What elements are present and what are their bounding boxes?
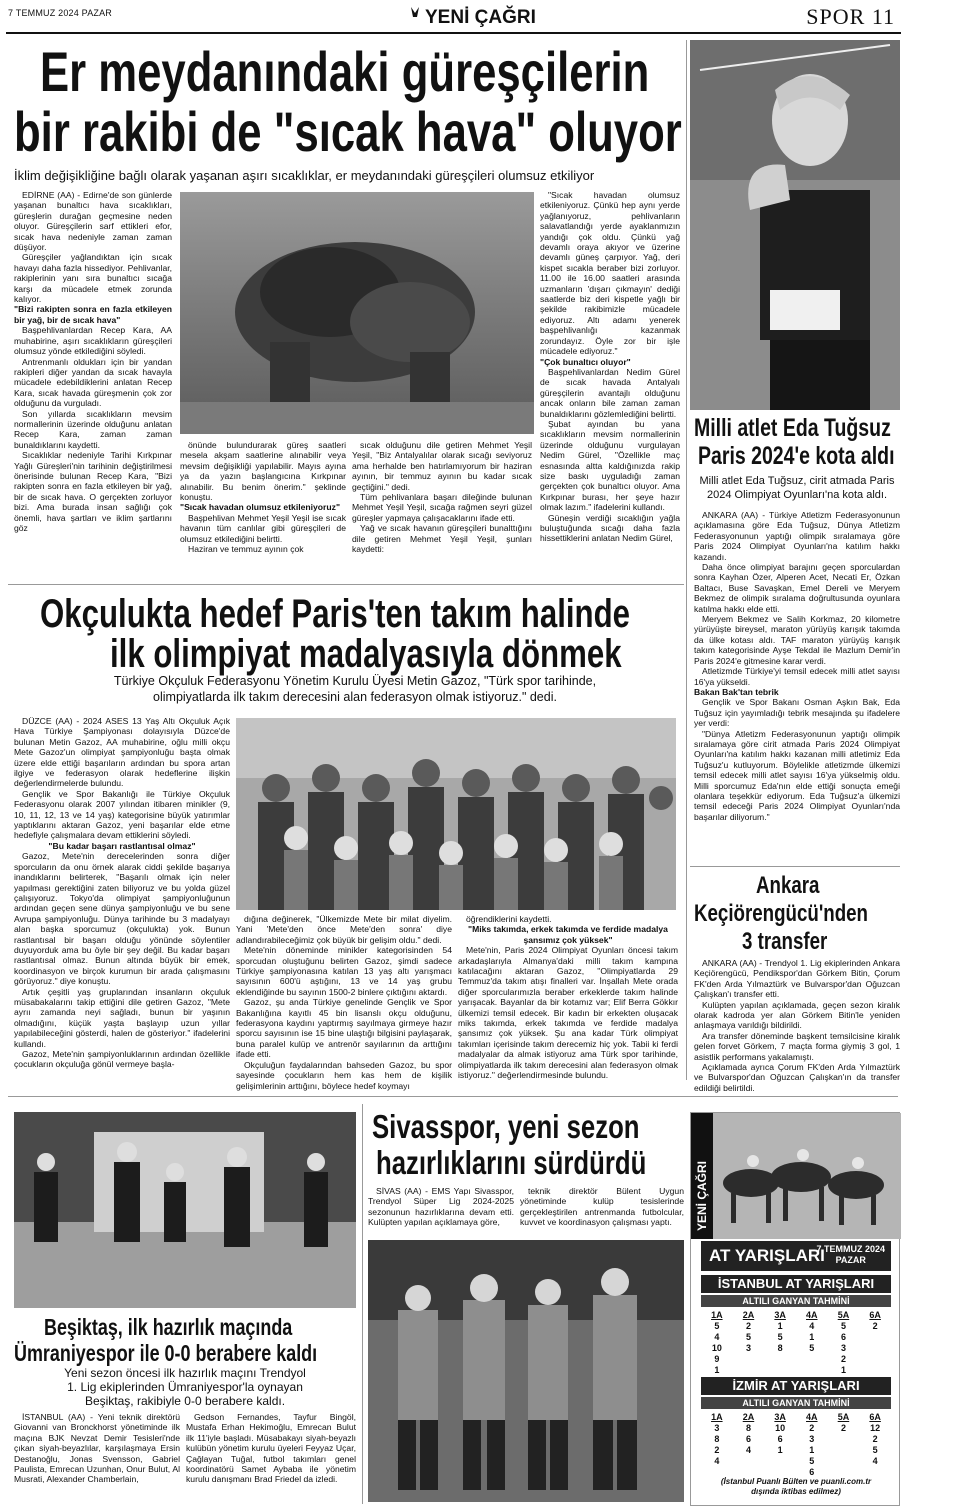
izmir-cell: 6	[745, 1433, 751, 1444]
horse-race-photo	[691, 1113, 901, 1239]
istanbul-row	[701, 1342, 891, 1353]
istanbul-header-4: 4A	[806, 1309, 818, 1320]
izmir-cell: 5	[872, 1444, 878, 1455]
izmir-cell	[764, 1455, 796, 1466]
article4-headline-line2: hazırlıklarını sürdürdü	[376, 1144, 647, 1181]
section-divider-lower	[8, 1096, 898, 1097]
istanbul-cell	[859, 1364, 891, 1375]
izmir-cell	[733, 1466, 765, 1477]
istanbul-cell	[859, 1331, 891, 1342]
istanbul-cell: 1	[777, 1320, 783, 1331]
istanbul-header-6: 6A	[869, 1309, 881, 1320]
article1-column1: EDİRNE (AA) - Edirne'de son günlerde yaşanan bunaltıcı hava sıcaklıkları, güreşlerin durağan geçmesine neden oluyor. Güreşçilerin sarf ettikleri efor, sıcak hava nedeniyle zaman zaman düşüyor. Güreşçiler yağlandıktan için sıcak havayı daha fazla hissediyor. Pehlivanlar, rakiplerinin yanı sıra bunaltıcı sıcağa karşı da mücadele etmek zorunda kalıyor. "Bizi rakipten sonra en fazla etkileyen bir yağ, bir de sıcak hava" Başpehlivanlardan Recep Kara, AA muhabirine, aşırı sıcaklıkların güreşçileri olumsuz yönde etkilediğini söyledi. Antrenmanlı oldukları için bir yandan rakipleri diğer yandan da sıcak havayla mücadele edebildiklerini anlatan Recep Kara, sıcak havada güreşmenin çok zor olduğunu da vurguladı. Son yıllarda sıcaklıkların mevsim normallerinin üzerinde olduğunu anlatan Recep Kara, zaman zaman bunaldıklarını kaydetti. Sıcaklıklar nedeniyle Tarihi Kırkpınar Yağlı Güreşleri'nin tarihinin değiştirilmesi önerisinde bulunan Recep Kara, "Bizi rakipten sonra en fazla etkileyen bir yağ, bir de sıcak hava. O gerçekten zorluyor bizi. Ama burada insan sağlığı çok önemli, hava şartları ve iklim şartlarını göz	[14, 190, 172, 533]
section-divider	[8, 584, 684, 585]
article2-headline-line2: ilk olimpiyat madalyasıyla dönmek	[110, 632, 622, 676]
izmir-cell: 10	[775, 1422, 786, 1433]
istanbul-cell: 5	[745, 1331, 751, 1342]
izmir-cell	[701, 1466, 733, 1477]
istanbul-cell	[796, 1353, 828, 1364]
article4-column2: teknik direktör Bülent Uygun yönetiminde kulüp tesislerinde gerçekleştirilen antrenmanda futbolcular, kuvvet ve koordinasyon çalışması yaptı.	[520, 1186, 684, 1228]
izmir-cell: 6	[777, 1433, 783, 1444]
article3-headline-line1: Beşiktaş, ilk hazırlık maçında	[44, 1314, 293, 1340]
sidebar1-headline-line1: Milli atlet Eda Tuğsuz	[694, 414, 891, 442]
izmir-cell: 12	[870, 1422, 881, 1433]
izmir-cell: 1	[809, 1444, 815, 1455]
article3-deck-line2: 1. Lig ekiplerinden Ümraniyespor'la oynayan	[67, 1380, 303, 1394]
article3-column1: İSTANBUL (AA) - Yeni teknik direktörü Giovanni van Bronckhorst yönetiminde ilk maçına BJK Nevzat Demir Tesisleri'nde çıkan siyah-beyazlılar, karşılaşmaya Ersin Destanoğlu, Jonas Svensson, Gabriel Paulista, Emrecan Uzunhan, Onur Bulut, Al Musrati, Alexander Chamberlain,	[14, 1412, 180, 1485]
column-divider	[686, 40, 687, 1080]
sidebar2-headline-line1: Ankara	[756, 872, 820, 899]
istanbul-race-title: İSTANBUL AT YARIŞLARI	[701, 1275, 891, 1293]
istanbul-cell: 6	[840, 1331, 846, 1342]
izmir-cell: 4	[714, 1455, 720, 1466]
sidebar2-headline-line2: Keçiörengücü'nden	[694, 900, 869, 927]
istanbul-header-3: 3A	[774, 1309, 786, 1320]
istanbul-cell: 3	[745, 1342, 751, 1353]
izmir-cell: 2	[840, 1422, 846, 1433]
istanbul-header-2: 2A	[742, 1309, 755, 1320]
sidebar2-headline-line3: 3 transfer	[742, 928, 828, 955]
race-logo: YENİ ÇAĞRI	[695, 1160, 709, 1231]
race-title-band	[701, 1241, 891, 1271]
article4-headline-line1: Sivasspor, yeni sezon	[372, 1108, 640, 1145]
istanbul-cell	[733, 1353, 765, 1364]
izmir-header-5: 5A	[837, 1411, 850, 1422]
wrestlers-photo	[180, 192, 534, 434]
istanbul-cell: 2	[840, 1353, 846, 1364]
article1-column2: önünde bulundurarak güreş saatleri mesela akşam saatlerine alınabilir veya mevsim değişikliği yapılabilir. Mayıs ayına ya da yazın başlangıcına Kırkpınar alınabilir. Bu benim önerim." şeklinde konuştu. "Sıcak havadan olumsuz etkileniyoruz" Başpehlivan Mehmet Yeşil Yeşil ise sıcak havanın tüm canlılar gibi güreşçileri de olumsuz etkilediğini belirtti. Haziran ve temmuz ayının çok	[180, 440, 346, 555]
race-logo-strip	[691, 1113, 713, 1239]
izmir-cell: 4	[872, 1455, 878, 1466]
article3-headline-line2: Ümraniyespor ile 0-0 berabere kaldı	[14, 1340, 318, 1366]
izmir-row	[701, 1422, 891, 1433]
izmir-cell: 3	[714, 1422, 720, 1433]
istanbul-row	[701, 1364, 891, 1375]
izmir-header-6: 6A	[869, 1411, 881, 1422]
istanbul-cell: 10	[711, 1342, 722, 1353]
izmir-cell: 4	[745, 1444, 751, 1455]
istanbul-cell: 4	[809, 1320, 815, 1331]
izmir-race-title: İZMİR AT YARIŞLARI	[701, 1377, 891, 1395]
istanbul-cell	[796, 1364, 828, 1375]
izmir-header-1: 1A	[711, 1411, 723, 1422]
article3-column2: Gedson Fernandes, Tayfur Bingöl, Mustafa Erhan Hekimoğlu, Emrecan Bulut ilk 11'iyle başladı. Müsabakayı siyah-beyazlı kulübün yönetim kurulu üyeleri Feyyaz Uçar, Çağlayan Tuğal, futbol takımları genel koordinatörü Samet Aybaba ile yönetim kurulu danışmanı Brad Friedel da izledi.	[186, 1412, 356, 1485]
istanbul-race-subtitle: ALTILI GANYAN TAHMİNİ	[701, 1295, 891, 1307]
istanbul-cell: 5	[777, 1331, 783, 1342]
izmir-header-4: 4A	[806, 1411, 818, 1422]
istanbul-cell	[764, 1364, 796, 1375]
istanbul-cell: 5	[840, 1320, 846, 1331]
izmir-cell	[733, 1455, 765, 1466]
izmir-cell: 6	[809, 1466, 815, 1477]
izmir-cell: 1	[777, 1444, 783, 1455]
istanbul-cell: 8	[777, 1342, 783, 1353]
izmir-cell	[828, 1444, 860, 1455]
sivasspor-training-photo	[368, 1240, 684, 1502]
izmir-cell	[859, 1466, 891, 1477]
istanbul-cell: 4	[714, 1331, 720, 1342]
izmir-cell: 3	[809, 1433, 815, 1444]
article3-deck-line3: Beşiktaş, rakibiyle 0-0 berabere kaldı.	[84, 1394, 286, 1408]
izmir-header-2: 2A	[742, 1411, 755, 1422]
izmir-row	[701, 1455, 891, 1466]
article2-headline-line1: Okçulukta hedef Paris'ten takım halinde	[40, 592, 630, 636]
article1-headline-line2: bir rakibi de "sıcak hava" oluyor	[14, 100, 682, 163]
izmir-cell: 8	[714, 1433, 720, 1444]
article1-column4: "Sıcak havadan olumsuz etkileniyoruz. Çünkü hep aynı yerde yağlanıyoruz, pehlivanların salavatlandığı yerde ayaklanmızın yandığı çok oldu. Çünkü yağ devamlı oraya akıyor ve üzerine devamlı güneş çarpıyor. Yağ, deri kispet sıcakla beraber bizi zorluyor. 11.00 ile 16.00 saatleri arasında uzmanların 'dışarı çıkmayın' dediği saatlerde biz deri kispetle yağlı bir şekilde rakibimizle mücadele ediyoruz. Altı adamı yenerek başpehlivanlığı kazanmak zorundayız. Öyle zor bir işle mücadele ediyoruz." "Çok bunaltıcı oluyor" Başpehlivanlardan Nedim Gürel de sıcak havada Antalyalı güreşçilerin avantajlı olduğunu ancak onların bile zaman zaman bunaldıklarını gözlemlediğini belirtti. Şubat ayından bu yana sıcaklıkların mevsim normallerinin üzerinde olduğunu vurgulayan Nedim Gürel, "Özellikle maç esnasında altta kaldığınızda rakip size baskı uyguladığı zaman gerçekten çok bunaltıcı oluyor. Ama Kırkpınar burası, her şeye hazır olmak lazım." ifadelerini kullandı. Güneşin verdiği sıcaklığın yağla buluştuğunda sıcağı daha fazla hissettiklerini anlatan Nedim Gürel,	[540, 190, 680, 544]
istanbul-cell: 2	[872, 1320, 878, 1331]
article2-column2: dığına değinerek, "Ülkemizde Mete bir milat diyelim. Yani 'Mete'den önce Mete'den sonra' diye adlandırabileceğimiz çok büyük bir gelişim oldu." dedi. Mete'nin döneminde minikler kategorisinden 54 sporcudan oluştuğunu belirten Gazoz, şimdi sadece Türkiye şampiyonasına katılan 13 yaş altı yarışmacı sayısının 600'ü aştığını, 13 ve 14 yaş grubu eklendiğinde bu sayının 1500-2 binlere çıktığını aktardı. Gazoz, şu anda Türkiye genelinde Gençlik ve Spor Bakanlığına kayıtlı 45 bin lisanslı okçu olduğunu, federasyona kaydını yaptırmış sayılmaya girmeye hazır sporcu sayısının ise 15 bine ulaştığı bilgisini paylaşarak, buna paralel kulüp ve antrenör sayılarının da arttığını ifade etti. Okçuluğun faydalarından bahseden Gazoz, bu spor sayesinde çocukların hem kas hem de kişilik gelişimlerinin arttığını, böylece hedef koymayı	[236, 914, 452, 1091]
istanbul-prediction-table	[701, 1309, 891, 1375]
issue-date: 7 TEMMUZ 2024 PAZAR	[8, 8, 112, 18]
izmir-row	[701, 1466, 891, 1477]
logo-text: YENİ ÇAĞRI	[425, 7, 536, 28]
sidebar1-deck: Milli atlet Eda Tuğsuz, cirit atmada Paris 2024 Olimpiyat Oyunları'na kota aldı.	[699, 475, 895, 501]
izmir-cell: 8	[745, 1422, 751, 1433]
istanbul-cell: 9	[714, 1353, 720, 1364]
besiktas-training-photo	[14, 1112, 356, 1308]
istanbul-cell	[764, 1353, 796, 1364]
race-date: 7 TEMMUZ 2024 PAZAR	[816, 1244, 885, 1265]
article1-column3: sıcak olduğunu dile getiren Mehmet Yeşil Yeşil, "Biz Antalyalılar olarak sıcağı seviyoruz ama herhalde ben hatırlamıyorum bir haziran ayının, bir temmuz ayının bu kadar sıcak geçtiğini." dedi. Tüm pehlivanlara başarı dileğinde bulunan Mehmet Yeşil Yeşil, sıcağa rağmen seyri güzel güreşler yapmaya çalışacaklarını ifade etti. Yağ ve sıcak havanın güreşçileri bunalttığını dile getiren Mehmet Yeşil Yeşil, şunları kaydetti:	[352, 440, 532, 555]
izmir-cell	[828, 1455, 860, 1466]
istanbul-cell	[859, 1353, 891, 1364]
athlete-photo	[690, 40, 900, 410]
izmir-header-3: 3A	[774, 1411, 786, 1422]
istanbul-cell: 2	[745, 1320, 751, 1331]
sidebar-divider	[690, 866, 900, 867]
masthead-rule	[6, 32, 901, 34]
article4-column1: SİVAS (AA) - EMS Yapı Sivasspor, Trendyol Süper Lig 2024-2025 sezonunun hazırlıklarına devam etti. Kulüpten yapılan açıklamaya göre,	[368, 1186, 514, 1228]
istanbul-cell: 5	[809, 1342, 815, 1353]
article2-column3: öğrendiklerini kaydetti. "Miks takımda, erkek takımda ve ferdide madalya şansımız çok yüksek" Mete'nin, Paris 2024 Olimpiyat Oyunları öncesi takım arkadaşlarıyla Almanya'daki milli takım kampına katılacağını aktaran Gazoz, "Olimpiyatlarda 29 Temmuz'da takım atışı finalleri var. İnşallah Mete orada diğer sporcularımızla beraber erkeklerde takım halinde yarışacak. Bayanlar da bir kotamız var; Elif Berra Gökkır ülkemizi temsil edecek. Bir kadın bir erkekten oluşacak miks takımda, erkek takımda ve ferdide madalya şansımız çok yüksek. Şu ana kadar Türk olimpiyat takımları içerisinde takım derecemiz hiç yok. Tabii ki ferdi madalyalar da almak istiyoruz ama Türk spor tarihinde, olimpiyatlarda ilk takım derecesini alan federasyon olmak istiyoruz." değerlendirmesinde bulundu.	[458, 914, 678, 1081]
izmir-prediction-table	[701, 1411, 891, 1477]
article3-deck-line1: Yeni sezon öncesi ilk hazırlık maçını Trendyol	[64, 1366, 306, 1380]
race-title: AT YARIŞLARI	[709, 1246, 825, 1265]
istanbul-cell: 5	[714, 1320, 720, 1331]
izmir-cell: 5	[809, 1455, 815, 1466]
istanbul-cell: 1	[840, 1364, 846, 1375]
izmir-cell: 2	[809, 1422, 815, 1433]
izmir-cell	[828, 1433, 860, 1444]
newspaper-logo	[405, 3, 545, 29]
istanbul-row	[701, 1353, 891, 1364]
istanbul-cell	[733, 1364, 765, 1375]
article2-deck-line2: olimpiyatlarda ilk takım derecesini alan federasyon olmak istiyoruz." dedi.	[153, 690, 557, 704]
article1-headline-line1: Er meydanındaki güreşçilerin	[40, 40, 650, 103]
istanbul-header-5: 5A	[837, 1309, 850, 1320]
article2-deck-line1: Türkiye Okçuluk Federasyonu Yönetim Kurulu Üyesi Metin Gazoz, "Türk spor tarihinde,	[113, 674, 597, 688]
istanbul-cell: 3	[840, 1342, 846, 1353]
izmir-row	[701, 1433, 891, 1444]
horse-race-box	[690, 1112, 900, 1506]
section-page-label: SPOR 11	[806, 4, 895, 29]
izmir-row	[701, 1444, 891, 1455]
sidebar2-body: ANKARA (AA) - Trendyol 1. Lig ekiplerinden Ankara Keçiörengücü, Pendikspor'dan Görkem Bitin, Çorum FK'den Arda Yılmaztürk ve Bulvarspor'dan Oğuzcan Çalışkan'ı transfer etti. Kulüpten yapılan açıklamada, geçen sezon kiralık olarak kadroda yer alan Görkem Bitin'le yeniden anlaşmaya varıldığı bildirildi. Ara transfer döneminde başkent temsilcisine kiralık gelen forvet Görkem, 7 maçta forma giymiş 3 gol, 1 asistlik performans yakalamıştı. Açıklamada ayrıca Çorum FK'den Arda Yılmaztürk ve Bulvarspor'dan Oğuzcan Çalışkan'ın da transfer edildiği belirtildi.	[694, 958, 900, 1093]
race-footer: (İstanbul Puanlı Bülten ve puanli.com.tr dışında iktibas edilmez)	[720, 1477, 872, 1496]
izmir-cell	[764, 1466, 796, 1477]
istanbul-cell: 1	[714, 1364, 720, 1375]
archery-group-photo	[236, 718, 676, 910]
istanbul-cell: 1	[809, 1331, 815, 1342]
sidebar1-headline-line2: Paris 2024'e kota aldı	[698, 442, 895, 470]
sidebar1-body: ANKARA (AA) - Türkiye Atletizm Federasyonunun açıklamasına göre Eda Tuğsuz, Dünya Atletizm Federasyonunun yaptığı olimpik sıralamaya göre Paris 2024 Olimpiyat Oyunları'na katılım hakkı kazandı. Daha önce olimpiyat barajını geçen sporculardan sonra Kayhan Özer, Alperen Acet, Necati Er, Özkan Baltacı, Buse Savaşkan, Emel Dereli ve Meryem Bekmez de olimpik sıralama doğrultusunda oyunlara katılma hakkı elde etti. Meryem Bekmez ve Salih Korkmaz, 20 kilometre yürüyüşte bireysel, maraton yürüyüş karışık takımda da ülke kotası aldı. TAF maraton yürüyüş karışık takım kategorisinde Ayşe Tekdal ile Mazlum Demir'in Paris 2024'e gitmesine karar verdi. Atletizmde Türkiye'yi temsil edecek milli atlet sayısı 16'ya yükseldi. Bakan Bak'tan tebrik Gençlik ve Spor Bakanı Osman Aşkın Bak, Eda Tuğsuz için yayımladığı tebrik mesajında şu ifadelere yer verdi: "Dünya Atletizm Federasyonunun yaptığı olimpik sıralamaya göre cirit atmada Paris 2024 Olimpiyat Oyunları'na katılım hakkı kazanan milli atletimiz Eda Tuğsuz'u kutluyorum. Böylelikle atletizmde ülkemizi temsil edecek milli atlet sayısı 16'ya yükselmiş oldu. Milli sporcumuz Eda'nın elde ettiği sonuçta emeği olanlara teşekkür ediyorum. Eda Tuğsuz'a ülkemizi temsil edeceği Paris 2024 Olimpiyat Oyunları'nda başarılar diliyorum."	[694, 510, 900, 822]
izmir-race-subtitle: ALTILI GANYAN TAHMİNİ	[701, 1397, 891, 1409]
istanbul-row	[701, 1331, 891, 1342]
izmir-cell	[828, 1466, 860, 1477]
izmir-cell: 2	[714, 1444, 720, 1455]
istanbul-cell	[859, 1342, 891, 1353]
column-divider-lower	[362, 1104, 363, 1504]
article2-column1: DÜZCE (AA) - 2024 ASES 13 Yaş Altı Okçuluk Açık Hava Türkiye Şampiyonası dolayısıyla Düzce'de bulunan Metin Gazoz, AA muhabirine, oğlu milli okçu Mete Gazoz'un olimpiyat şampiyonluğu başta olmak üzere elde ettiği başarıların ardından bu spora artan ilgiye ve federasyon olarak hedeflerine ilişkin değerlendirmelerde bulundu. Gençlik ve Spor Bakanlığı ile Türkiye Okçuluk Federasyonu olarak 2007 yılından itibaren minikler (9, 10, 11, 12, 13 ve 14 yaş) kategorisine büyük yatırımlar yaptıklarını aktaran Gazoz, yeni başarılar elde etme hedefiyle çalışmalara devam ettiklerini söyledi. "Bu kadar başarı rastlantısal olmaz" Gazoz, Mete'nin derecelerinden sonra diğer sporcuların da onu örnek alarak ciddi şekilde başarıya inandıklarını belirterek, "Başarılı olmak için neler yapılması gerektiğini zaten biliyoruz ve bu yolda güzel çalışıyoruz. Tokyo'da olimpiyat şampiyonluğunun ardından geçen sene dünya şampiyonluğu ve bu sene Avrupa şampiyonluğu. Dünya tarihinde bu 3 madalyayı alan başka sporcumuz (okçulukta) yok. Bunun rastlantısal bir başarı olduğu yönünde söylentiler duyuyorduk ama bu öyle bir şey değil. Bu kadar başarı rastlantısal olmaz. Bunun altında büyük bir emek, koordinasyon ve birçok kurumun bir arada çalışmasını görüyoruz." diye konuştu. Artık çeşitli yaş gruplarından insanların okçuluk müsabakalarını takip ettiğini dile getiren Gazoz, "Mete ayrıı zamanda neyi sağladı, bunun bir yaşının olmadığını, küçük yaşta başlayıp uzun yıllar yapılabileceğini gösterdi, halen de gösteriyor." ifadelerini kullandı. Gazoz, Mete'nin şampiyonluklarının ardından özellikle çocukların okçuluğa gönül vermeye başla-	[14, 716, 230, 1070]
izmir-cell: 2	[872, 1433, 878, 1444]
article1-deck: İklim değişikliğine bağlı olarak yaşanan aşırı sıcaklıklar, er meydanındaki güreşçileri olumsuz etkiliyor	[14, 168, 595, 183]
istanbul-header-1: 1A	[711, 1309, 723, 1320]
istanbul-row	[701, 1320, 891, 1331]
